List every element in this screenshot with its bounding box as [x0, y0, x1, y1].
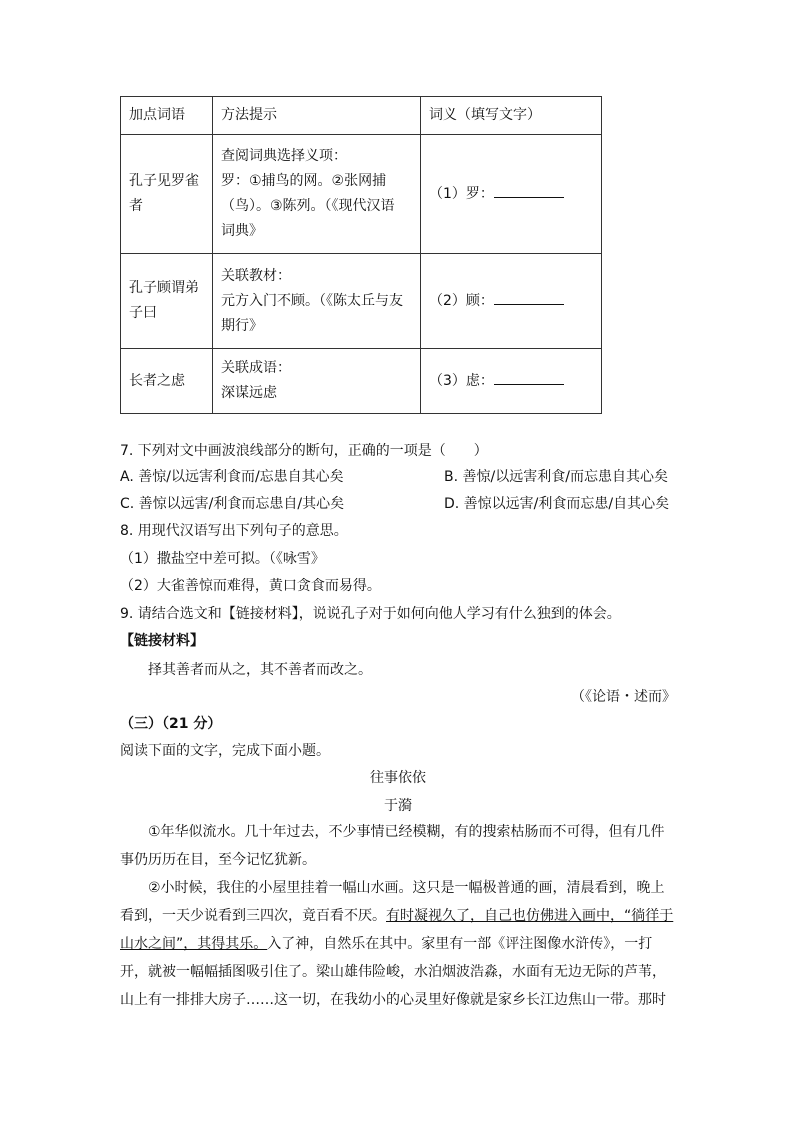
method-line: （鸟）。③陈列。（《现代汉语	[221, 198, 395, 214]
answer-blank[interactable]	[494, 288, 564, 305]
article-title: 往事依依	[370, 770, 426, 786]
method-line: 罗：①捕鸟的网。②张网捕	[221, 173, 387, 189]
link-material-quote: 择其善者而从之，其不善者而改之。	[148, 662, 372, 678]
method-line: 关联成语：	[221, 360, 291, 376]
answer-blank[interactable]	[494, 181, 564, 198]
table-header-cell: 加点词语	[121, 97, 213, 135]
table-header-row	[121, 97, 602, 135]
method-line: 词典》	[221, 223, 263, 239]
question-8-sentence-1: （1）撒盐空中差可拟。（《咏雪》	[120, 551, 325, 567]
table-header-cell: 方法提示	[213, 97, 421, 135]
paragraph-2-text-b: 入了神，自然乐在其中。家里有一部《评注图像水浒传》，一打开，就被一幅幅插图吸引住了。梁山雄伟险峻，水泊烟波浩淼，水面有无边无际的芦苇，山上有一排排大房子……这一切，在我幼小的心灵里好像就是家乡长江边焦山一带。那时	[120, 936, 666, 1008]
article-paragraph-1: ①年华似流水。几十年过去，不少事情已经模糊，有的搜索枯肠而不可得，但有几件事仍历历在目，至今记忆犹新。	[120, 824, 665, 868]
method-line: 深谋远虑	[221, 385, 277, 401]
term-cell	[121, 349, 213, 414]
vocabulary-table	[120, 96, 602, 414]
section-3-instruction: 阅读下面的文字，完成下面小题。	[120, 743, 330, 759]
table-row	[121, 254, 602, 349]
underlined-sentence: 有时凝视久了，自己也仿佛进入画中，“徜徉于山水之间”，其得其乐。	[120, 908, 674, 952]
method-cell	[213, 349, 421, 414]
term-line: 孔子见罗雀	[129, 173, 199, 189]
answer-cell[interactable]	[421, 254, 602, 349]
question-9-stem: 9. 请结合选文和【链接材料】，说说孔子对于如何向他人学习有什么独到的体会。	[120, 606, 621, 622]
answer-blank[interactable]	[494, 368, 564, 385]
method-line: 查阅词典选择义项：	[221, 148, 347, 164]
term-cell	[121, 254, 213, 349]
link-material-source: （《论语・述而》	[571, 689, 676, 705]
option-d[interactable]: D. 善惊以远害/利食而忘患/自其心矣	[444, 496, 670, 512]
method-line: 关联教材：	[221, 267, 291, 284]
article-paragraph-2	[120, 874, 676, 1014]
option-a[interactable]: A. 善惊/以远害利食而/忘患自其心矣	[120, 469, 344, 485]
term-line: 孔子顾谓弟	[129, 280, 199, 296]
table-row	[121, 349, 602, 414]
table-header-cell: 词义（填写文字）	[421, 97, 602, 135]
table-row	[121, 135, 602, 254]
term-line: 子曰	[129, 305, 157, 321]
question-8-stem: 8. 用现代汉语写出下列句子的意思。	[120, 523, 348, 539]
method-cell	[213, 135, 421, 254]
method-line: 期行》	[221, 317, 263, 334]
term-cell	[121, 135, 213, 254]
method-line: 元方入门不顾。（《陈太丘与友	[221, 292, 403, 309]
answer-cell[interactable]	[421, 135, 602, 254]
answer-label: （3）虑：	[429, 373, 494, 389]
method-cell	[213, 254, 421, 349]
paragraph-2-text-a: ②小时候，我住的小屋里挂着一幅山水画。这只是一幅极普通的画，清晨看到，晚上看到，一天少说看到三四次，竟百看不厌。	[120, 880, 665, 924]
term-line: 者	[129, 198, 143, 214]
link-material-title: 【链接材料】	[120, 633, 204, 649]
article-author: 于漪	[384, 798, 412, 814]
answer-label: （2）顾：	[429, 293, 494, 309]
answer-label: （1）罗：	[429, 186, 494, 202]
section-3-label: （三）（21 分）	[120, 716, 222, 732]
option-b[interactable]: B. 善惊/以远害利食/而忘患自其心矣	[444, 469, 668, 485]
question-7-stem: 7. 下列对文中画波浪线部分的断句，正确的一项是（ ）	[120, 443, 488, 459]
answer-cell[interactable]	[421, 349, 602, 414]
question-8-sentence-2: （2）大雀善惊而难得，黄口贪食而易得。	[120, 578, 381, 594]
term-line: 长者之虑	[129, 372, 185, 389]
option-c[interactable]: C. 善惊以远害/利食而忘患自/其心矣	[120, 496, 345, 512]
